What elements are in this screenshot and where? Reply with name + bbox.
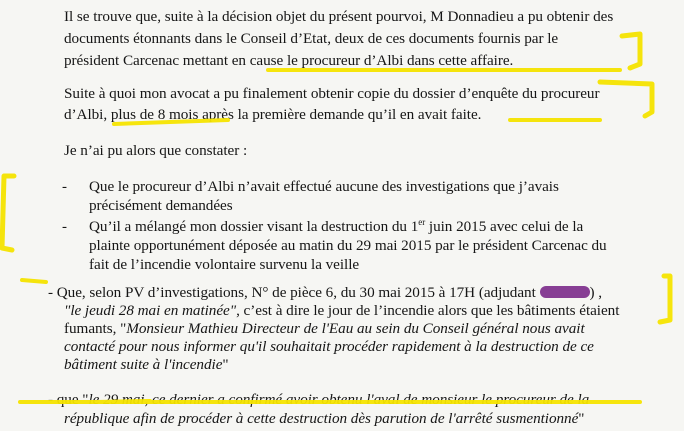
highlighter-bracket-para4-right <box>660 276 670 322</box>
highlighter-mark-para4-left <box>22 280 46 282</box>
bullet2-line2: plainte opportunément déposée au matin du 29 mai 2015 par le président Carcenac du <box>89 237 607 254</box>
highlighter-bracket-left <box>2 176 14 250</box>
para1-line1: Il se trouve que, suite à la décision objet du présent pourvoi, M Donnadieu a pu obtenir des <box>64 8 614 25</box>
bullet-dash-2: - <box>62 219 67 235</box>
bullet1-line2: précisément demandées <box>89 197 233 214</box>
bullet-dash-1: - <box>62 179 67 195</box>
para2-line2: d’Albi, plus de 8 mois après la première demande qu’il en avait faite. <box>64 106 482 123</box>
highlighter-bracket-top-right <box>622 34 640 68</box>
para4-line2: "le jeudi 28 mai en matinée", c’est à dire le jour de l’incendie alors que les bâtiments étaient <box>64 302 620 319</box>
para1-line3: président Carcenac mettant en cause le procureur d’Albi dans cette affaire. <box>64 52 514 69</box>
para4-line1: - Que, selon PV d’investigations, N° de pièce 6, du 30 mai 2015 à 17H (adjudant ) , <box>48 284 603 301</box>
para4-line3: fumants, "Monsieur Mathieu Directeur de l'Eau au sein du Conseil général nous avait <box>64 320 585 337</box>
superscript-er: er <box>418 217 426 227</box>
bullet1-line1: Que le procureur d’Albi n’avait effectué aucune des investigations que j’avais <box>89 178 559 195</box>
highlighter-bracket-para2 <box>600 82 652 116</box>
para4-line4: contacté pour nous informer qu'il souhaitait procéder rapidement à la destruction de ce <box>64 338 594 355</box>
bullet2-line3: fait de l’incendie volontaire survenu la veille <box>89 256 360 273</box>
para5-line2: république afin de procéder à cette destruction dès parution de l'arrêté susmentionné" <box>64 410 585 427</box>
para5-line1: - que "le 29 mai, ce dernier a confirmé avoir obtenu l'aval de monsieur le procureur de la <box>48 391 590 408</box>
bullet2-line1: Qu’il a mélangé mon dossier visant la destruction du 1er juin 2015 avec celui de la <box>89 217 584 235</box>
para2-line1: Suite à quoi mon avocat a pu finalement obtenir copie du dossier d’enquête du procureur <box>64 85 600 102</box>
para4-line5: bâtiment suite à l'incendie" <box>64 356 229 373</box>
para3-text: Je n’ai pu alors que constater : <box>64 142 248 159</box>
para1-line2: documents étonnants dans le Conseil d’Etat, deux de ces documents fournis par le <box>64 30 559 47</box>
redaction-mark <box>540 286 590 298</box>
